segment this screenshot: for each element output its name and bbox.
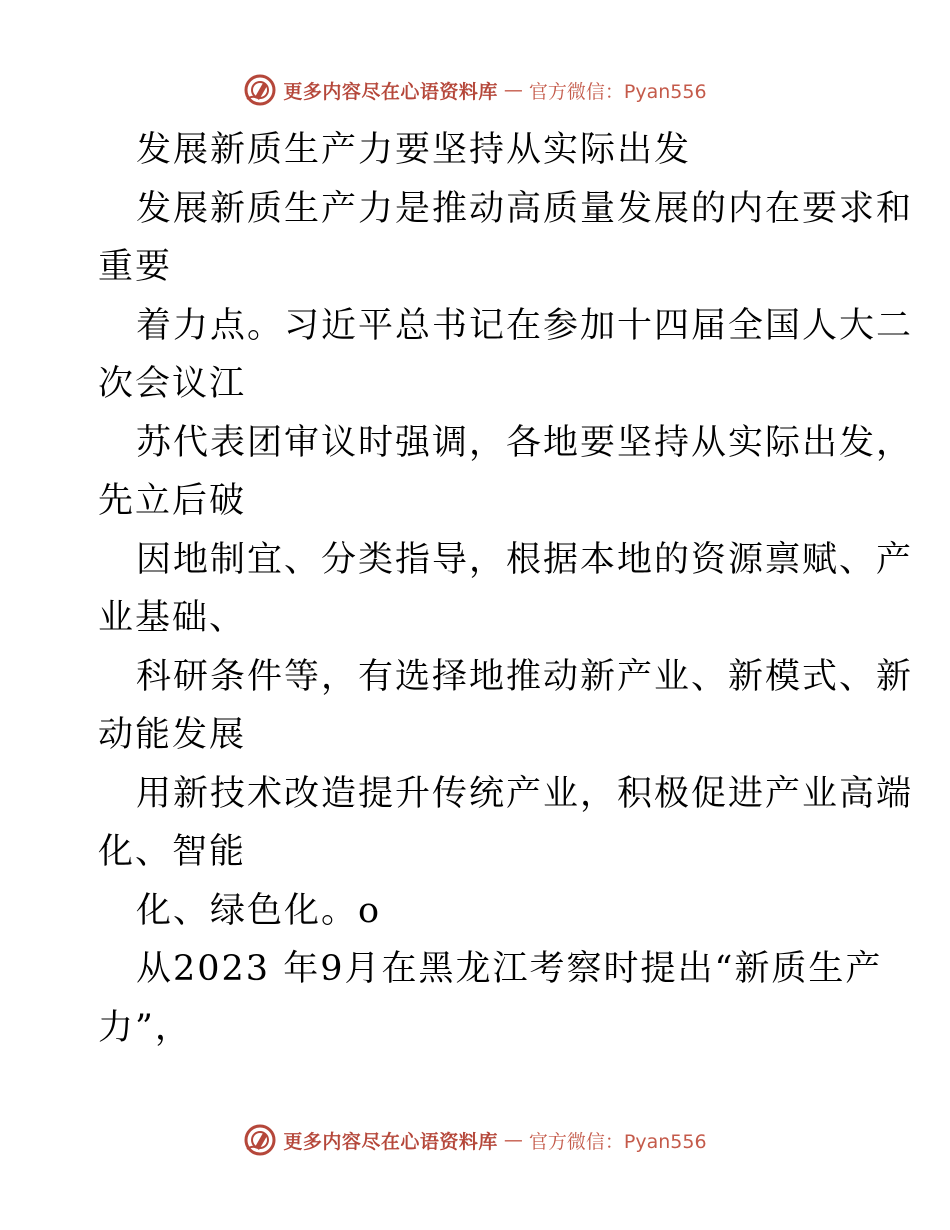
site-name: 更多内容尽在心语资料库 [283,1130,498,1153]
separator: — [503,79,523,101]
body-line: 苏代表团审议时强调，各地要坚持从实际出发， [136,422,914,463]
body-line: 化、智能 [98,832,247,872]
body-line: 发展新质生产力是推动高质量发展的内在要求和 [136,188,914,229]
body-line: 化、绿色化。o [136,890,382,931]
contact-wechat: 官方微信：Pyan556 [528,1130,707,1153]
body-line: 重要 [98,247,173,287]
body-line: 次会议江 [98,364,247,404]
body-line: 业基础、 [98,598,247,638]
body-line: 动能发展 [98,715,247,755]
footer-watermark [0,1120,950,1160]
body-line: 用新技术改造提升传统产业，积极促进产业高端 [136,773,914,814]
body-line: 力”， [98,1007,192,1048]
body-line: 先立后破 [98,481,247,521]
pen-nib-logo-icon [243,73,277,107]
body-line: 着力点。习近平总书记在参加十四届全国人大二 [136,305,914,346]
body-line: 从2023 年9月在黑龙江考察时提出“新质生产 [136,949,883,989]
body-line: 发展新质生产力要坚持从实际出发 [136,130,692,170]
body-line: 因地制宜、分类指导，根据本地的资源禀赋、产 [136,539,914,580]
separator: — [503,1129,523,1151]
pen-nib-logo-icon [243,1123,277,1157]
body-line: 科研条件等，有选择地推动新产业、新模式、新 [136,656,914,697]
site-name: 更多内容尽在心语资料库 [283,80,498,103]
header-watermark [0,70,950,110]
document-body [98,121,914,1057]
contact-wechat: 官方微信：Pyan556 [528,80,707,103]
